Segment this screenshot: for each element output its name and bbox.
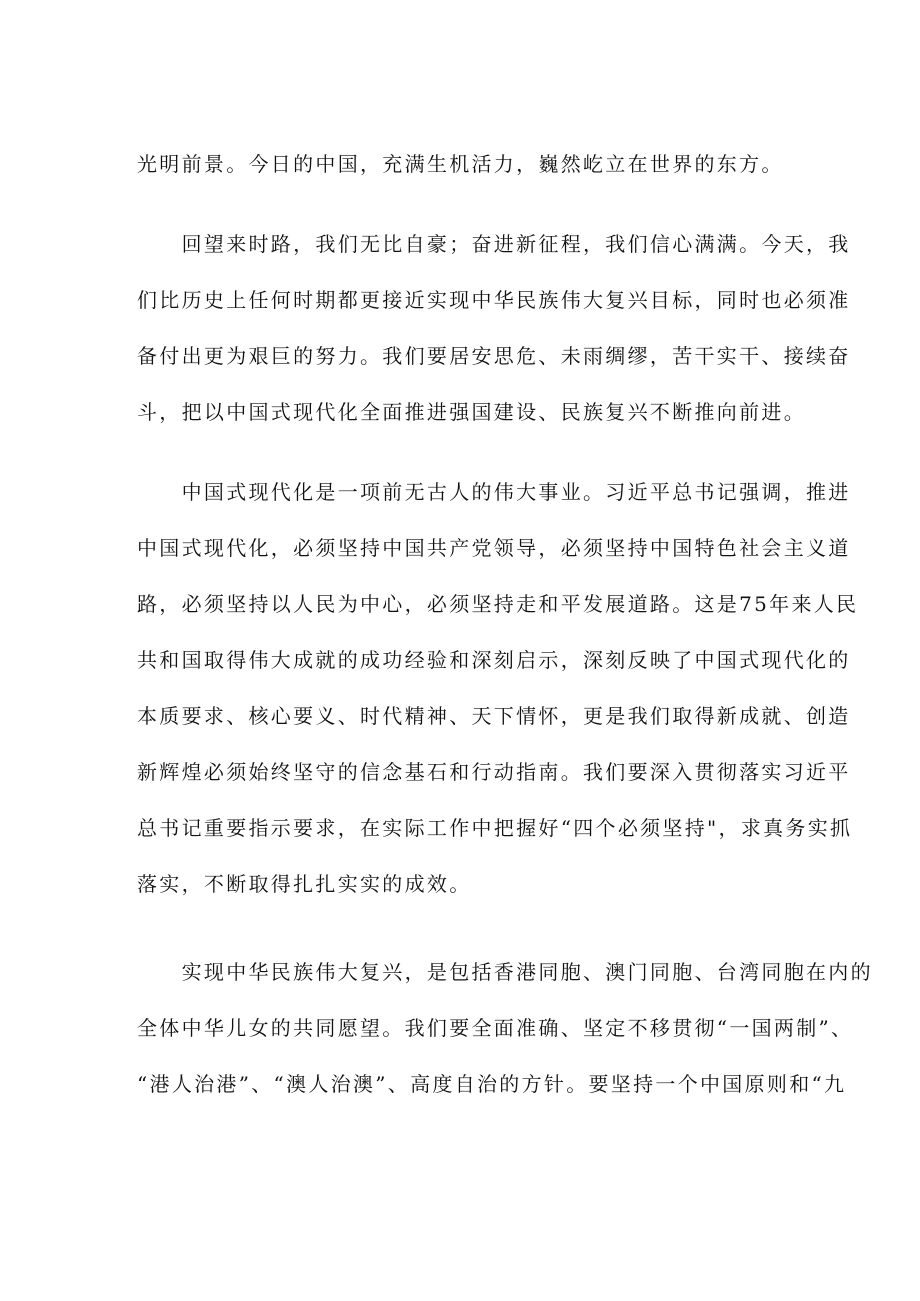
paragraph-2-line-1: 回望来时路，我们无比自豪；奋进新征程，我们信心满满。今天，我: [137, 232, 851, 256]
paragraph-3-line-1: 中国式现代化是一项前无古人的伟大事业。习近平总书记强调，推进: [137, 480, 851, 504]
paragraph-2-line-4: 斗，把以中国式现代化全面推进强国建设、民族复兴不断推向前进。: [137, 400, 806, 424]
paragraph-3-line-3: 路，必须坚持以人民为中心，必须坚持走和平发展道路。这是75年来人民: [137, 592, 859, 616]
paragraph-3-line-6: 新辉煌必须始终坚守的信念基石和行动指南。我们要深入贯彻落实习近平: [137, 760, 851, 784]
paragraph-4-line-1: 实现中华民族伟大复兴，是包括香港同胞、澳门同胞、台湾同胞在内的: [137, 960, 873, 984]
paragraph-3-line-4: 共和国取得伟大成就的成功经验和深刻启示，深刻反映了中国式现代化的: [137, 648, 851, 672]
paragraph-3-line-8: 落实，不断取得扎扎实实的成效。: [137, 872, 472, 896]
paragraph-3-line-7: 总书记重要指示要求，在实际工作中把握好“四个必须坚持"，求真务实抓: [137, 816, 853, 840]
paragraph-3-line-2: 中国式现代化，必须坚持中国共产党领导，必须坚持中国特色社会主义道: [137, 536, 851, 560]
paragraph-4-line-2: 全体中华儿女的共同愿望。我们要全面准确、坚定不移贯彻“一国两制”、: [137, 1016, 854, 1040]
paragraph-4-line-3: “港人治港”、“澳人治澳”、高度自治的方针。要坚持一个中国原则和“九: [137, 1072, 847, 1096]
paragraph-2-line-3: 备付出更为艰巨的努力。我们要居安思危、未雨绸缪，苦干实干、接续奋: [137, 344, 851, 368]
paragraph-2-line-2: 们比历史上任何时期都更接近实现中华民族伟大复兴目标，同时也必须准: [137, 288, 851, 312]
paragraph-1-line-1: 光明前景。今日的中国，充满生机活力，巍然屹立在世界的东方。: [137, 152, 784, 176]
paragraph-3-line-5: 本质要求、核心要义、时代精神、天下情怀，更是我们取得新成就、创造: [137, 704, 851, 728]
